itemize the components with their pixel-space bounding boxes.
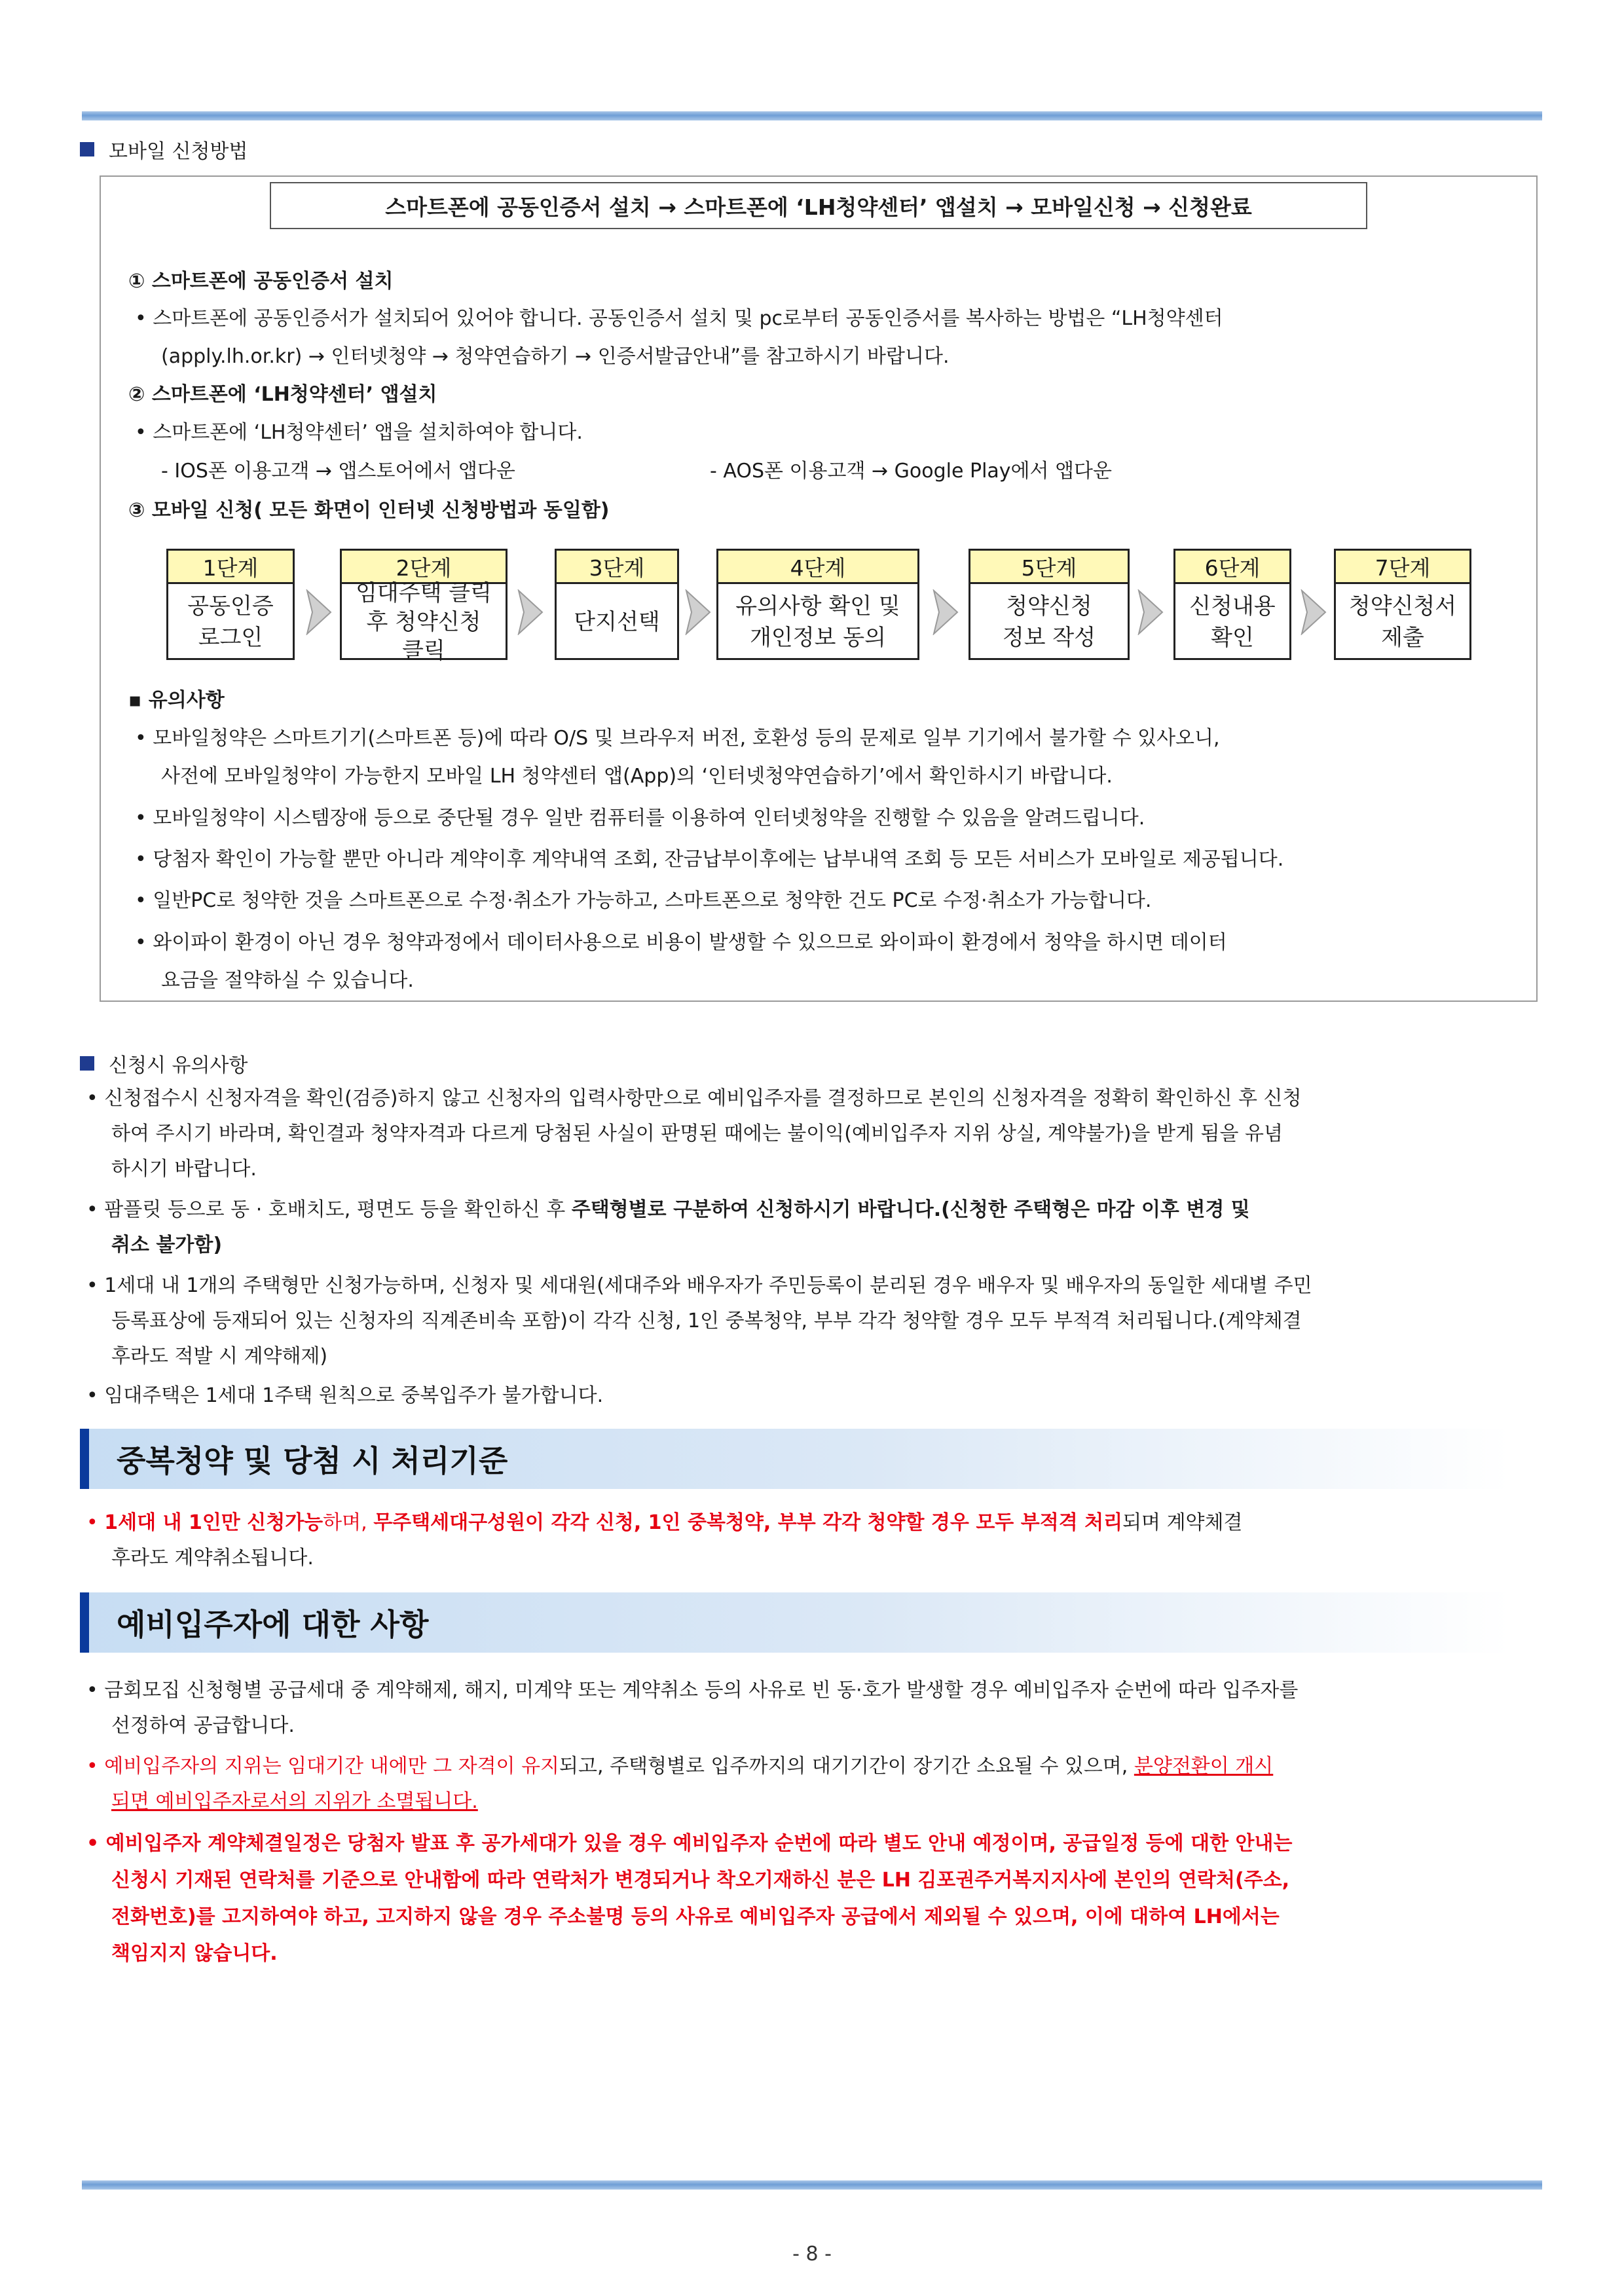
step-header: 2단계: [342, 551, 506, 584]
step-box-4: [716, 549, 919, 660]
step-text: 청약신청서: [1348, 593, 1457, 619]
step-header: 3단계: [557, 551, 677, 584]
step-text: 정보 작성: [1002, 625, 1096, 651]
step-header: 5단계: [970, 551, 1128, 584]
caution-p3: 등록표상에 등재되어 있는 신청자의 직계존비속 포함)이 각각 신청, 1인 중복청약, 부부 각각 청약할 경우 모두 부적격 처리됩니다.(계약체결: [111, 1310, 1302, 1332]
chevron-right-icon: [517, 589, 544, 635]
square-bullet-icon: [80, 142, 94, 156]
reserve-p3: • 예비입주자 계약체결일정은 당첨자 발표 후 공가세대가 있을 경우 예비입주자 순번에 따라 별도 안내 예정이며, 공급일정 등에 대한 안내는: [86, 1832, 1293, 1855]
step-body: [342, 580, 506, 664]
dup-line1: [86, 1510, 1243, 1536]
dup-section-title: 중복청약 및 당첨 시 처리기준: [117, 1443, 508, 1478]
step-box-2: [340, 549, 507, 664]
step-box-3: [555, 549, 679, 660]
mobile-heading-text: 모바일 신청방법: [109, 140, 248, 163]
step-text: 공동인증: [187, 593, 274, 619]
dup-line2: 후라도 계약취소됩니다.: [111, 1547, 314, 1570]
step-header: 4단계: [718, 551, 917, 584]
mobile-method-box: [100, 175, 1538, 1002]
caution-p4: • 임대주택은 1세대 1주택 원칙으로 중복입주가 불가합니다.: [86, 1384, 604, 1407]
note-line: • 당첨자 확인이 가능할 뿐만 아니라 계약이후 계약내역 조회, 잔금납부이후에는 납부내역 조회 등 모든 서비스가 모바일로 제공됩니다.: [135, 848, 1284, 871]
note-line: • 모바일청약이 시스템장애 등으로 중단될 경우 일반 컴퓨터를 이용하여 인터넷청약을 진행할 수 있음을 알려드립니다.: [135, 807, 1145, 830]
note-line: • 일반PC로 청약한 것을 스마트폰으로 수정·취소가 가능하고, 스마트폰으로 청약한 건도 PC로 수정·취소가 가능합니다.: [135, 889, 1152, 912]
reserve-p2: 되면 예비입주자로서의 지위가 소멸됩니다.: [111, 1790, 478, 1813]
reserve-bullet: •: [86, 1755, 98, 1778]
dup-bullet: •: [86, 1511, 98, 1534]
caution-p1: 하시기 바랍니다.: [111, 1158, 257, 1181]
step-box-7: [1334, 549, 1471, 660]
dup-normal: 되며 계약체결: [1122, 1511, 1243, 1534]
step3-title: ③ 모바일 신청( 모든 화면이 인터넷 신청방법과 동일함): [128, 499, 610, 522]
step1-line1: • 스마트폰에 공동인증서가 설치되어 있어야 합니다. 공동인증서 설치 및 pc로부터 공동인증서를 복사하는 방법은 “LH청약센터: [135, 307, 1223, 330]
step-body: [168, 584, 293, 660]
step-box-1: [166, 549, 295, 660]
reserve-p3: 책임지지 않습니다.: [111, 1942, 278, 1965]
step-header: 7단계: [1336, 551, 1469, 584]
step-text: 단지선택: [574, 609, 660, 635]
step-body: [557, 584, 677, 660]
reserve-p2-red-underline: 분양전환이 개시: [1134, 1755, 1274, 1778]
note-line: • 와이파이 환경이 아닌 경우 청약과정에서 데이터사용으로 비용이 발생할 수 있으므로 와이파이 환경에서 청약을 하시면 데이터: [135, 931, 1227, 954]
chevron-right-icon: [1137, 589, 1164, 635]
bar-accent: [80, 1592, 89, 1653]
step-text: 로그인: [198, 625, 263, 651]
step-body: [1175, 584, 1289, 660]
chevron-right-icon: [1301, 589, 1327, 635]
caution-p3: • 1세대 내 1개의 주택형만 신청가능하며, 신청자 및 세대원(세대주와 배우자가 주민등록이 분리된 경우 배우자 및 배우자의 동일한 세대별 주민: [86, 1274, 1312, 1297]
caution-p1: • 신청접수시 신청자격을 확인(검증)하지 않고 신청자의 입력사항만으로 예비입주자를 결정하므로 본인의 신청자격을 정확히 확인하신 후 신청: [86, 1087, 1302, 1110]
reserve-p1: • 금회모집 신청형별 공급세대 중 계약해제, 해지, 미계약 또는 계약취소 등의 사유로 빈 동·호가 발생할 경우 예비입주자 순번에 따라 입주자를: [86, 1679, 1299, 1702]
step-text: 후 청약신청: [366, 609, 481, 635]
dup-red-bold: 1세대 내 1인만 신청가능: [104, 1511, 323, 1534]
chevron-right-icon: [685, 589, 711, 635]
step-header: 6단계: [1175, 551, 1289, 584]
step-header: 1단계: [168, 551, 293, 584]
dup-red: 하며,: [323, 1511, 374, 1534]
step-text: 청약신청: [1006, 593, 1092, 619]
step1-line2: (apply.lh.or.kr) → 인터넷청약 → 청약연습하기 → 인증서발급안내”를 참고하시기 바랍니다.: [161, 345, 950, 368]
step1-title: ① 스마트폰에 공동인증서 설치: [128, 270, 394, 293]
step-text: 개인정보 동의: [750, 625, 886, 651]
caution-p1: 하여 주시기 바라며, 확인결과 청약자격과 다르게 당첨된 사실이 판명된 때에는 불이익(예비입주자 지위 상실, 계약불가)을 받게 됨을 유념: [111, 1122, 1283, 1145]
dup-section-bar: [80, 1429, 1511, 1489]
chevron-right-icon: [306, 589, 332, 635]
note-line: • 모바일청약은 스마트기기(스마트폰 등)에 따라 O/S 및 브라우저 버전, 호환성 등의 문제로 일부 기기에서 불가할 수 있사오니,: [135, 727, 1220, 750]
step2-line1: • 스마트폰에 ‘LH청약센터’ 앱을 설치하여야 합니다.: [135, 421, 583, 444]
page-number: - 8 -: [792, 2243, 832, 2266]
caution-p2: 취소 불가함): [111, 1234, 223, 1257]
reserve-p2-red: 예비입주자의 지위는 임대기간 내에만 그 자격이 유지: [104, 1755, 560, 1778]
step-box-6: [1173, 549, 1291, 660]
step2-aos: - AOS폰 이용고객 → Google Play에서 앱다운: [710, 460, 1112, 483]
step-body: [970, 584, 1128, 660]
step2-ios: - IOS폰 이용고객 → 앱스토어에서 앱다운: [161, 460, 515, 483]
caution-p2-bold: 주택형별로 구분하여 신청하시기 바랍니다.(신청한 주택형은 마감 이후 변경 및: [571, 1198, 1250, 1221]
bar-accent: [80, 1429, 89, 1489]
notes-title: ▪ 유의사항: [128, 689, 225, 712]
reserve-p3: 신청시 기재된 연락처를 기준으로 안내함에 따라 연락처가 변경되거나 착오기재하신 분은 LH 김포권주거복지지사에 본인의 연락처(주소,: [111, 1869, 1290, 1892]
note-line: 요금을 절약하실 수 있습니다.: [161, 969, 414, 992]
note-line: 사전에 모바일청약이 가능한지 모바일 LH 청약센터 앱(App)의 ‘인터넷청약연습하기’에서 확인하시기 바랍니다.: [161, 765, 1113, 788]
step-text: 임대주택 클릭: [356, 580, 492, 606]
step2-title: ② 스마트폰에 ‘LH청약센터’ 앱설치: [128, 383, 437, 406]
caution-p2: [86, 1197, 1250, 1223]
square-bullet-icon: [80, 1056, 94, 1071]
step-text: 신청내용: [1189, 593, 1276, 619]
step-text: 제출: [1381, 625, 1424, 651]
reserve-section-bar: [80, 1592, 1511, 1653]
caution-p2-text: • 팜플릿 등으로 동 · 호배치도, 평면도 등을 확인하신 후: [86, 1198, 572, 1221]
caution-p3: 후라도 적발 시 계약해제): [111, 1345, 328, 1368]
bottom-rule: [82, 2180, 1542, 2190]
caution-heading-text: 신청시 유의사항: [109, 1054, 248, 1077]
step-text: 클릭: [402, 638, 445, 664]
reserve-section-title: 예비입주자에 대한 사항: [117, 1607, 429, 1642]
chevron-right-icon: [932, 589, 959, 635]
flow-summary: 스마트폰에 공동인증서 설치 → 스마트폰에 ‘LH청약센터’ 앱설치 → 모바일신청 → 신청완료: [270, 182, 1367, 229]
step-body: [718, 584, 917, 660]
dup-red-bold: 무주택세대구성원이 각각 신청, 1인 중복청약, 부부 각각 청약할 경우 모두 부적격 처리: [373, 1511, 1123, 1534]
mobile-section-heading: [80, 135, 248, 164]
reserve-p2: [86, 1753, 1273, 1780]
step-text: 유의사항 확인 및: [735, 593, 900, 619]
reserve-p1: 선정하여 공급합니다.: [111, 1714, 295, 1737]
step-text: 확인: [1211, 625, 1254, 651]
step-box-5: [969, 549, 1130, 660]
step-body: [1336, 584, 1469, 660]
caution-section-heading: [80, 1049, 248, 1078]
top-rule: [82, 111, 1542, 120]
reserve-p3: 전화번호)를 고지하여야 하고, 고지하지 않을 경우 주소불명 등의 사유로 예비입주자 공급에서 제외될 수 있으며, 이에 대하여 LH에서는: [111, 1905, 1280, 1928]
reserve-p2-normal: 되고, 주택형별로 입주까지의 대기기간이 장기간 소요될 수 있으며,: [559, 1755, 1134, 1778]
